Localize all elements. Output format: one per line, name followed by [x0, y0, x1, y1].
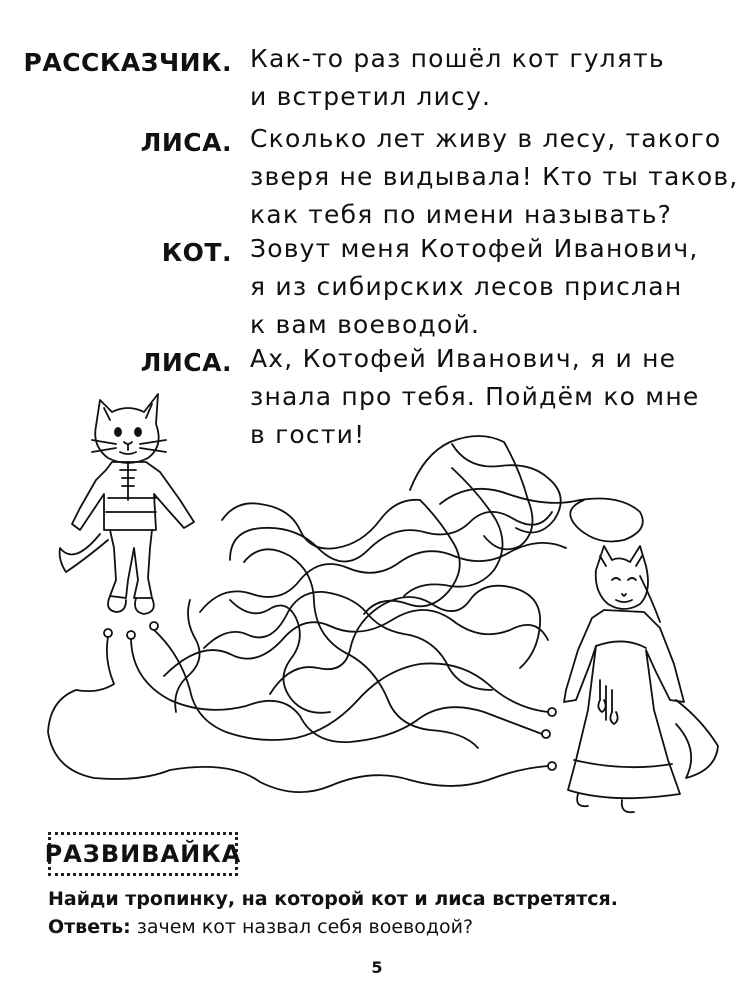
razvivayka-badge [44, 832, 242, 876]
maze-paths [48, 436, 643, 792]
dialogue-line: в гости! [250, 420, 366, 449]
answer-text [48, 916, 473, 938]
dialogue-line: Ах, Котофей Иванович, я и не [250, 344, 677, 373]
task-text: Найди тропинку, на которой кот и лиса встретятся. [48, 888, 618, 910]
answer-label: Ответь: [48, 916, 131, 938]
speaker-label: ЛИСА. [140, 348, 232, 377]
dialogue-line: знала про тебя. Пойдём ко мне [250, 382, 700, 411]
fox-illustration [564, 546, 718, 812]
dialogue-line: Зовут меня Котофей Иванович, [250, 234, 699, 263]
dialogue-line: зверя не видывала! Кто ты таков, [250, 162, 739, 191]
dialogue-line: Как-то раз пошёл кот гулять [250, 44, 665, 73]
dialogue-line: как тебя по имени называть? [250, 200, 673, 229]
dialogue-line: я из сибирских лесов прислан [250, 272, 683, 301]
cat-illustration [60, 394, 194, 614]
answer-question: зачем кот назвал себя воеводой? [130, 916, 474, 938]
page-number: 5 [371, 958, 383, 977]
razvivayka-title: РАЗВИВАЙКА [44, 840, 242, 868]
speaker-label: ЛИСА. [140, 128, 232, 157]
dialogue-line: к вам воеводой. [250, 310, 481, 339]
dialogue-line: и встретил лису. [250, 82, 492, 111]
speaker-label: КОТ. [161, 238, 232, 267]
dialogue-line: Сколько лет живу в лесу, такого [250, 124, 722, 153]
speaker-label: РАССКАЗЧИК. [23, 48, 232, 77]
